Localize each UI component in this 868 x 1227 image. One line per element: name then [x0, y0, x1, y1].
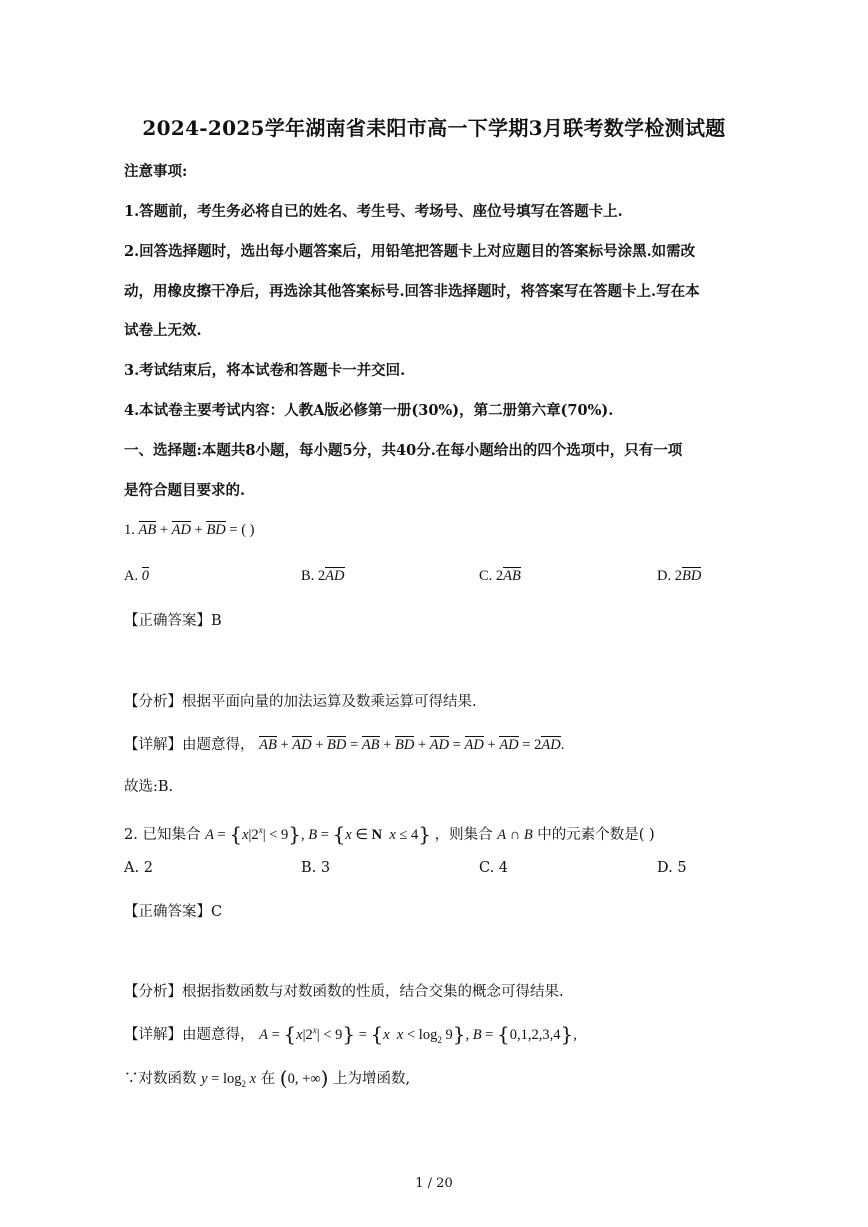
detail-1-formula: AB + AD + BD = AB + BD + AD = AD + AD = 2AD. [259, 737, 565, 753]
q2-option-d: D. 5 [657, 860, 687, 876]
detail-1: 【详解】由题意得， AB + AD + BD = AB + BD + AD = AD + AD = 2AD. [124, 737, 565, 753]
page-title: 2024-2025学年湖南省耒阳市高一下学期3月联考数学检测试题 [142, 116, 726, 140]
option-d: D. 2BD [657, 568, 702, 584]
notice-2: 2.回答选择题时，选出每小题答案后，用铅笔把答题卡上对应题目的答案标号涂黑.如需改 [124, 243, 696, 260]
question-number: 1. [124, 522, 135, 538]
section-heading-cont: 是符合题目要求的. [124, 482, 246, 499]
notice-1: 1.答题前，考生务必将自已的姓名、考生号、考场号、座位号填写在答题卡上. [124, 203, 623, 220]
conclusion-1: 故选:B. [124, 779, 174, 795]
q2-option-a: A. 2 [124, 860, 153, 876]
section-heading: 一、选择题:本题共8小题，每小题5分，共40分.在每小题给出的四个选项中，只有一项 [124, 442, 683, 459]
option-c: C. 2AB [479, 568, 521, 584]
notice-2-cont: 动，用橡皮擦干净后，再选涂其他答案标号.回答非选择题时，将答案写在答题卡上.写在本 [124, 283, 700, 300]
vector-bd: BD [206, 522, 226, 538]
detail-2-cont: ∵对数函数 $y = \log_2 x$ 在 (0, +∞) 上为增函数, [124, 1066, 411, 1090]
notice-3: 3.考试结束后，将本试卷和答题卡一并交回. [124, 362, 406, 379]
notice-heading: 注意事项: [124, 163, 188, 180]
detail-2: 【详解】由题意得， $A = \{x|2^x| < 9\} = \{x$ $x < \log_2 9$}, B = {0,1,2,3,4}, [124, 1022, 577, 1046]
option-b: B. 2AD [301, 568, 345, 584]
page-number: 1 / 20 [415, 1176, 453, 1191]
set-definitions: $A = \{x|2^x| < 9\}$, B = {x ∈ N x ≤ 4} [205, 822, 431, 846]
answer-1: 【正确答案】B [124, 613, 222, 629]
option-a: A. 0 [124, 568, 149, 584]
detail-2-formula: $A = \{x|2^x| < 9\} = \{x$ $x < \log_2 9$}, B = {0,1,2,3,4}, [259, 1022, 577, 1046]
q2-option-b: B. 3 [301, 860, 331, 876]
question-1: 1. AB + AD + BD = ( ) [124, 522, 255, 538]
vector-ad: AD [171, 522, 191, 538]
notice-2-end: 试卷上无效. [124, 322, 202, 339]
q2-option-c: C. 4 [479, 860, 509, 876]
answer-2: 【正确答案】C [124, 904, 223, 920]
analysis-2: 【分析】根据指数函数与对数函数的性质，结合交集的概念可得结果. [124, 984, 564, 1000]
question-tail: = ( ) [229, 522, 255, 538]
analysis-1: 【分析】根据平面向量的加法运算及数乘运算可得结果. [124, 694, 477, 710]
vector-ab: AB [138, 522, 157, 538]
notice-4: 4.本试卷主要考试内容：人教A版必修第一册(30%)，第二册第六章(70%). [124, 402, 614, 419]
question-2: 2. 已知集合 $A = \{x|2^x| < 9\}$, B = {x ∈ N x ≤ 4} ，则集合 A ∩ B 中的元素个数是( ) [124, 822, 655, 846]
